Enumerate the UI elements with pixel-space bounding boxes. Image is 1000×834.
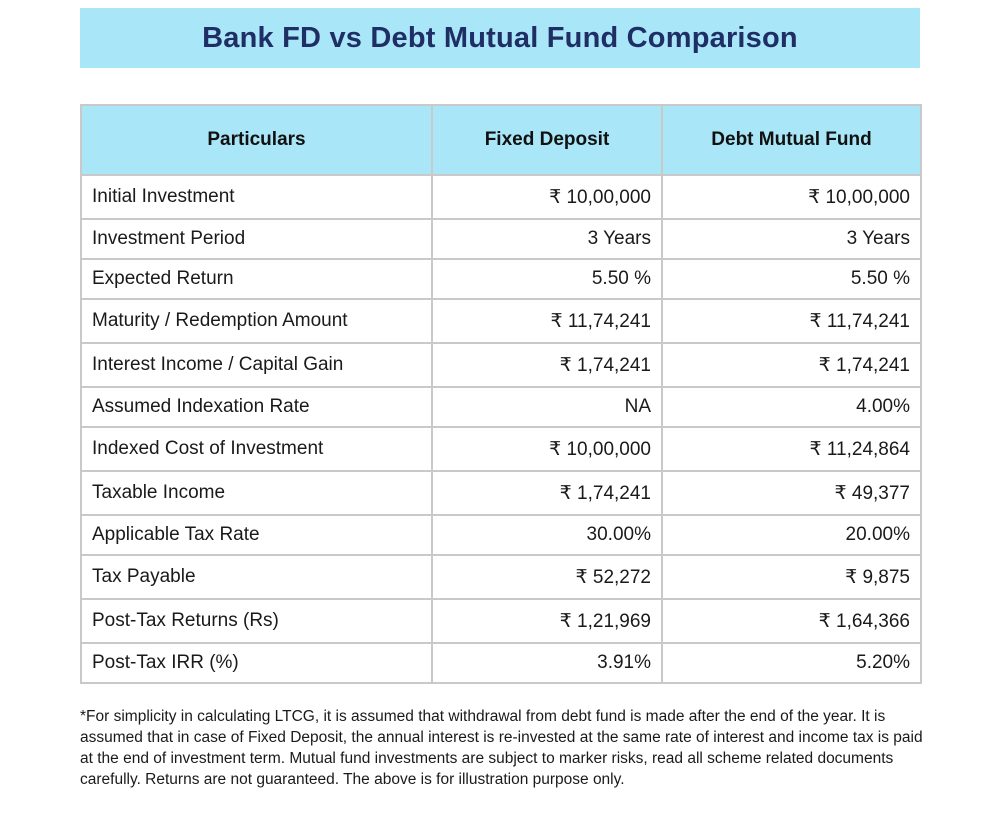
table-row	[81, 259, 921, 299]
mf-value: ₹ 49,377	[662, 471, 921, 515]
fd-value: ₹ 1,74,241	[432, 343, 662, 387]
table-row	[81, 599, 921, 643]
fd-value: 3.91%	[432, 643, 662, 683]
table-row	[81, 471, 921, 515]
fd-value: 3 Years	[432, 219, 662, 259]
table-row	[81, 343, 921, 387]
mf-value: 4.00%	[662, 387, 921, 427]
row-label: Initial Investment	[81, 175, 432, 219]
row-label: Investment Period	[81, 219, 432, 259]
row-label: Post-Tax IRR (%)	[81, 643, 432, 683]
fd-value: ₹ 10,00,000	[432, 427, 662, 471]
fd-value: 30.00%	[432, 515, 662, 555]
mf-value: ₹ 9,875	[662, 555, 921, 599]
row-label: Applicable Tax Rate	[81, 515, 432, 555]
fd-value: 5.50 %	[432, 259, 662, 299]
header-debt-mutual-fund: Debt Mutual Fund	[662, 105, 921, 175]
mf-value: ₹ 1,64,366	[662, 599, 921, 643]
row-label: Interest Income / Capital Gain	[81, 343, 432, 387]
mf-value: ₹ 10,00,000	[662, 175, 921, 219]
fd-value: NA	[432, 387, 662, 427]
fd-value: ₹ 1,74,241	[432, 471, 662, 515]
mf-value: 5.20%	[662, 643, 921, 683]
header-particulars: Particulars	[81, 105, 432, 175]
fd-value: ₹ 52,272	[432, 555, 662, 599]
row-label: Tax Payable	[81, 555, 432, 599]
table-row	[81, 515, 921, 555]
table-row	[81, 219, 921, 259]
comparison-table	[80, 104, 922, 684]
mf-value: 3 Years	[662, 219, 921, 259]
page-title: Bank FD vs Debt Mutual Fund Comparison	[202, 21, 798, 54]
header-fixed-deposit: Fixed Deposit	[432, 105, 662, 175]
mf-value: ₹ 11,24,864	[662, 427, 921, 471]
table-row	[81, 175, 921, 219]
fd-value: ₹ 10,00,000	[432, 175, 662, 219]
mf-value: 20.00%	[662, 515, 921, 555]
table-row	[81, 299, 921, 343]
table-header-row	[81, 105, 921, 175]
row-label: Indexed Cost of Investment	[81, 427, 432, 471]
fd-value: ₹ 1,21,969	[432, 599, 662, 643]
mf-value: 5.50 %	[662, 259, 921, 299]
table-row	[81, 555, 921, 599]
table-row	[81, 643, 921, 683]
table-row	[81, 427, 921, 471]
row-label: Post-Tax Returns (Rs)	[81, 599, 432, 643]
row-label: Taxable Income	[81, 471, 432, 515]
row-label: Assumed Indexation Rate	[81, 387, 432, 427]
comparison-table-container	[80, 104, 920, 684]
title-banner	[80, 8, 920, 68]
mf-value: ₹ 11,74,241	[662, 299, 921, 343]
disclaimer-footnote: *For simplicity in calculating LTCG, it is assumed that withdrawal from debt fund is made after the end of the year. It is assumed that in case of Fixed Deposit, the annual interest is re-invested at the same rate of interest and income tax is paid at the end of investment term. Mutual fund investments are subject to marker risks, read all scheme related documents carefully. Returns are not guaranteed. The above is for illustration purpose only.	[80, 708, 923, 788]
row-label: Maturity / Redemption Amount	[81, 299, 432, 343]
mf-value: ₹ 1,74,241	[662, 343, 921, 387]
row-label: Expected Return	[81, 259, 432, 299]
fd-value: ₹ 11,74,241	[432, 299, 662, 343]
table-row	[81, 387, 921, 427]
